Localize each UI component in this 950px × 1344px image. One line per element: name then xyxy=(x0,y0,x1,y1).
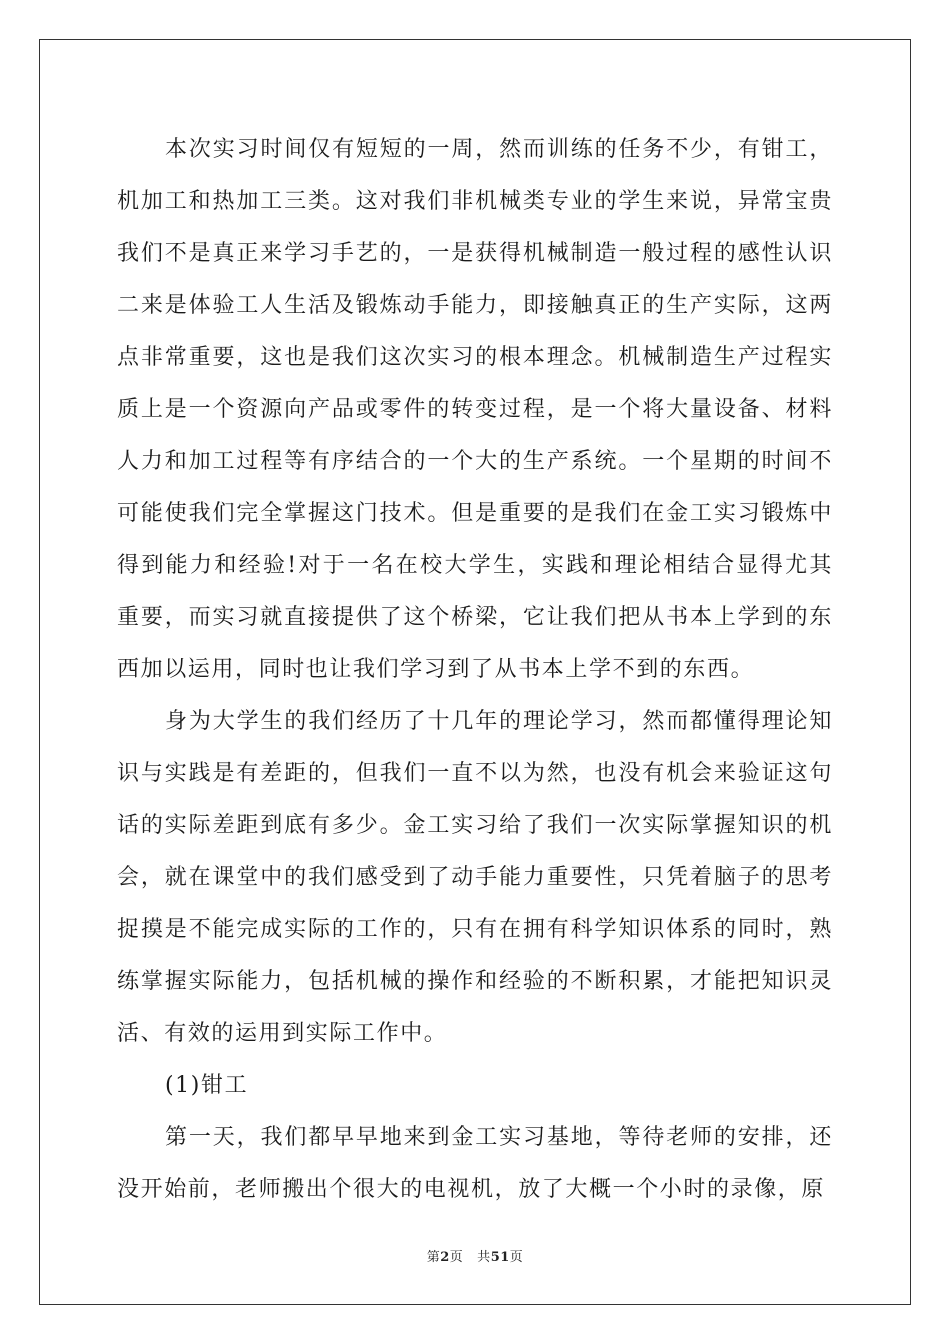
paragraph-2: 身为大学生的我们经历了十几年的理论学习，然而都懂得理论知识与实践是有差距的，但我们一直不以为然，也没有机会来验证这句话的实际差距到底有多少。金工实习给了我们一次实际掌握知识的机会，就在课堂中的我们感受到了动手能力重要性，只凭着脑子的思考捉摸是不能完成实际的工作的，只有在拥有科学知识体系的同时，熟练掌握实际能力，包括机械的操作和经验的不断积累，才能把知识灵活、有效的运用到实际工作中。 xyxy=(117,709,833,1046)
page-total: 51 xyxy=(490,1250,510,1265)
section-heading-qiangong: (1)钳工 xyxy=(165,1073,249,1098)
paragraph-3: 第一天，我们都早早地来到金工实习基地，等待老师的安排，还没开始前，老师搬出个很大的电视机，放了大概一个小时的录像，原 xyxy=(117,1125,833,1202)
paragraph-1: 本次实习时间仅有短短的一周，然而训练的任务不少，有钳工，机加工和热加工三类。这对我们非机械类专业的学生来说，异常宝贵我们不是真正来学习手艺的，一是获得机械制造一般过程的感性认识二来是体验工人生活及锻炼动手能力，即接触真正的生产实际，这两点非常重要，这也是我们这次实习的根本理念。机械制造生产过程实质上是一个资源向产品或零件的转变过程，是一个将大量设备、材料人力和加工过程等有序结合的一个大的生产系统。一个星期的时间不可能使我们完全掌握这门技术。但是重要的是我们在金工实习锻炼中得到能力和经验!对于一名在校大学生，实践和理论相结合显得尤其重要，而实习就直接提供了这个桥梁，它让我们把从书本上学到的东西加以运用，同时也让我们学习到了从书本上学不到的东西。 xyxy=(117,137,833,682)
total-prefix: 共 xyxy=(477,1250,491,1265)
page-prefix: 第 xyxy=(426,1250,441,1265)
document-body xyxy=(117,124,833,1216)
page-current: 2 xyxy=(440,1250,450,1265)
total-suffix: 页 xyxy=(509,1250,524,1265)
page-footer xyxy=(0,1246,950,1265)
page-suffix: 页 xyxy=(449,1250,464,1265)
